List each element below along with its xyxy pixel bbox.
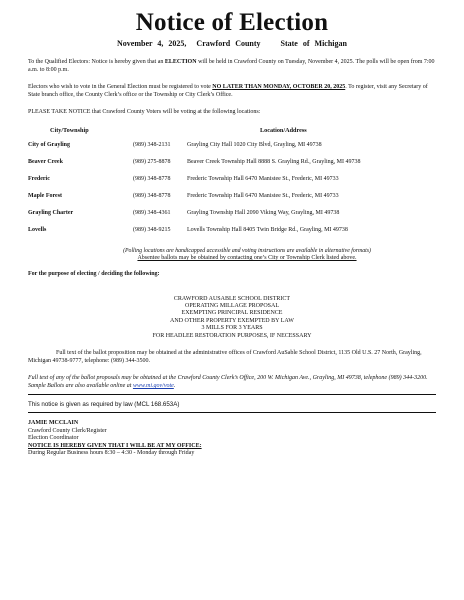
address-cell: Grayling Township Hall 2090 Viking Way, Grayling, MI 49738 <box>187 209 340 216</box>
divider <box>28 412 436 413</box>
divider <box>28 394 436 395</box>
intro-paragraph <box>28 59 436 74</box>
phone-cell: (989) 348-2131 <box>133 141 171 148</box>
phone-cell: (989) 348-9215 <box>133 226 171 233</box>
address-cell: Frederic Township Hall 6470 Manistee St., Frederic, MI 49733 <box>187 192 339 199</box>
election-date: November 4, 2025, <box>117 39 187 48</box>
page-title: Notice of Election <box>135 9 329 36</box>
full-text-note: Full text of the ballot proposition may be obtained at the administrative offices of Crawford AuSable School District, 1135 Old U.S. 27 North, Grayling, Michigan 49738-9777, telephone: (989) 344-3500. <box>28 350 422 364</box>
absentee-note-text: Absentee ballots may be obtained by contacting one’s City or Township Clerk listed above. <box>137 255 357 262</box>
phone-cell: (989) 348-4361 <box>133 209 171 216</box>
office-notice-text: NOTICE IS HEREBY GIVEN THAT I WILL BE AT MY OFFICE: <box>28 442 202 449</box>
locations-table-header <box>28 127 436 135</box>
ballot-note-end: . <box>173 382 176 389</box>
proposal-line: FOR HEADLEE RESTORATION PURPOSES, IF NECESSARY <box>152 332 312 339</box>
clerk-title: Crawford County Clerk/Register <box>28 427 107 434</box>
proposal-line: EXEMPTING PRINCIPAL RESIDENCE <box>181 310 283 317</box>
locations-table <box>28 141 436 234</box>
ballot-note <box>28 375 436 390</box>
vote-link[interactable]: www.mi.gov/vote <box>132 382 174 389</box>
purpose-heading-text: For the purpose of electing / deciding the following: <box>28 270 160 277</box>
city-cell: Grayling Charter <box>28 209 74 216</box>
signature-block <box>28 420 436 457</box>
address-cell: Frederic Township Hall 6470 Manistee St., Frederic, MI 49733 <box>187 175 339 182</box>
registration-paragraph <box>28 84 436 99</box>
registration-text-end: . To register, visit any Secretary of State branch office, the County Clerk’s office or the Township or City Clerk’s Office. <box>28 84 428 98</box>
state-name: State of Michigan <box>280 39 347 48</box>
accessibility-note: (Polling locations are handicapped accessible and voting instructions are available in alternative formats) <box>123 247 371 254</box>
city-cell: Frederic <box>28 175 50 182</box>
table-row <box>28 141 436 149</box>
purpose-heading <box>28 271 436 279</box>
county-name: Crawford County <box>196 39 261 48</box>
address-cell: Grayling City Hall 1020 City Blvd, Grayling, MI 49738 <box>187 141 322 148</box>
proposal-line: AND OTHER PROPERTY EXEMPTED BY LAW <box>170 317 294 324</box>
intro-text-end: will be held in Crawford County on Tuesday, November 4, 2025. The polls will be open from 7:00 a.m. to 8:00 p.m. <box>28 59 435 73</box>
address-cell: Beaver Creek Township Hall 8888 S. Grayling Rd., Grayling, MI 49738 <box>187 158 361 165</box>
phone-cell: (989) 348-8778 <box>133 192 171 199</box>
table-row <box>28 226 436 234</box>
locations-intro: PLEASE TAKE NOTICE that Crawford County Voters will be voting at the following locations: <box>28 109 261 116</box>
absentee-note <box>28 255 436 263</box>
proposal-line: OPERATING MILLAGE PROPOSAL <box>184 302 279 309</box>
intro-text: To the Qualified Electors: Notice is hereby given that an <box>28 59 165 65</box>
col-location-header: Location/Address <box>260 126 307 134</box>
office-hours: During Regular Business hours 8:30 – 4:30 - Monday through Friday <box>28 450 195 456</box>
office-notice <box>28 443 436 450</box>
table-row <box>28 175 436 183</box>
table-row <box>28 158 436 166</box>
table-row <box>28 209 436 217</box>
col-city-header: City/Township <box>50 126 89 134</box>
ballot-proposal <box>28 296 436 340</box>
city-cell: City of Grayling <box>28 141 70 148</box>
clerk-name-text: JAMIE MCCLAIN <box>28 420 79 427</box>
clerk-name <box>28 420 436 427</box>
city-cell: Maple Forest <box>28 192 63 199</box>
subtitle <box>28 39 436 49</box>
proposal-line: 3 MILLS FOR 3 YEARS <box>201 325 263 332</box>
proposal-line: CRAWFORD AUSABLE SCHOOL DISTRICT <box>173 295 291 302</box>
city-cell: Beaver Creek <box>28 158 63 165</box>
registration-text: Electors who wish to vote in the General Election must be registered to vote <box>28 84 213 91</box>
table-row <box>28 192 436 200</box>
election-keyword: ELECTION <box>164 59 197 65</box>
phone-cell: (989) 275-8878 <box>133 158 171 165</box>
clerk-role: Election Coordinator <box>28 435 79 442</box>
registration-deadline: NO LATER THAN MONDAY, OCTOBER 20, 2025 <box>212 84 346 91</box>
ballot-note-text: Full text of any of the ballot proposals may be obtained at the Crawford County Clerk’s Office, 200 W. Michigan Ave., Grayling, MI 49738, telephone (989) 344-3200. Sample Ballots are also available online at <box>28 375 428 389</box>
phone-cell: (989) 348-8778 <box>133 175 171 182</box>
city-cell: Lovells <box>28 226 47 233</box>
law-note: This notice is given as required by law (MCL 168.653A) <box>28 401 180 409</box>
address-cell: Lovells Township Hall 8405 Twin Bridge Rd., Grayling, MI 49738 <box>187 226 348 233</box>
